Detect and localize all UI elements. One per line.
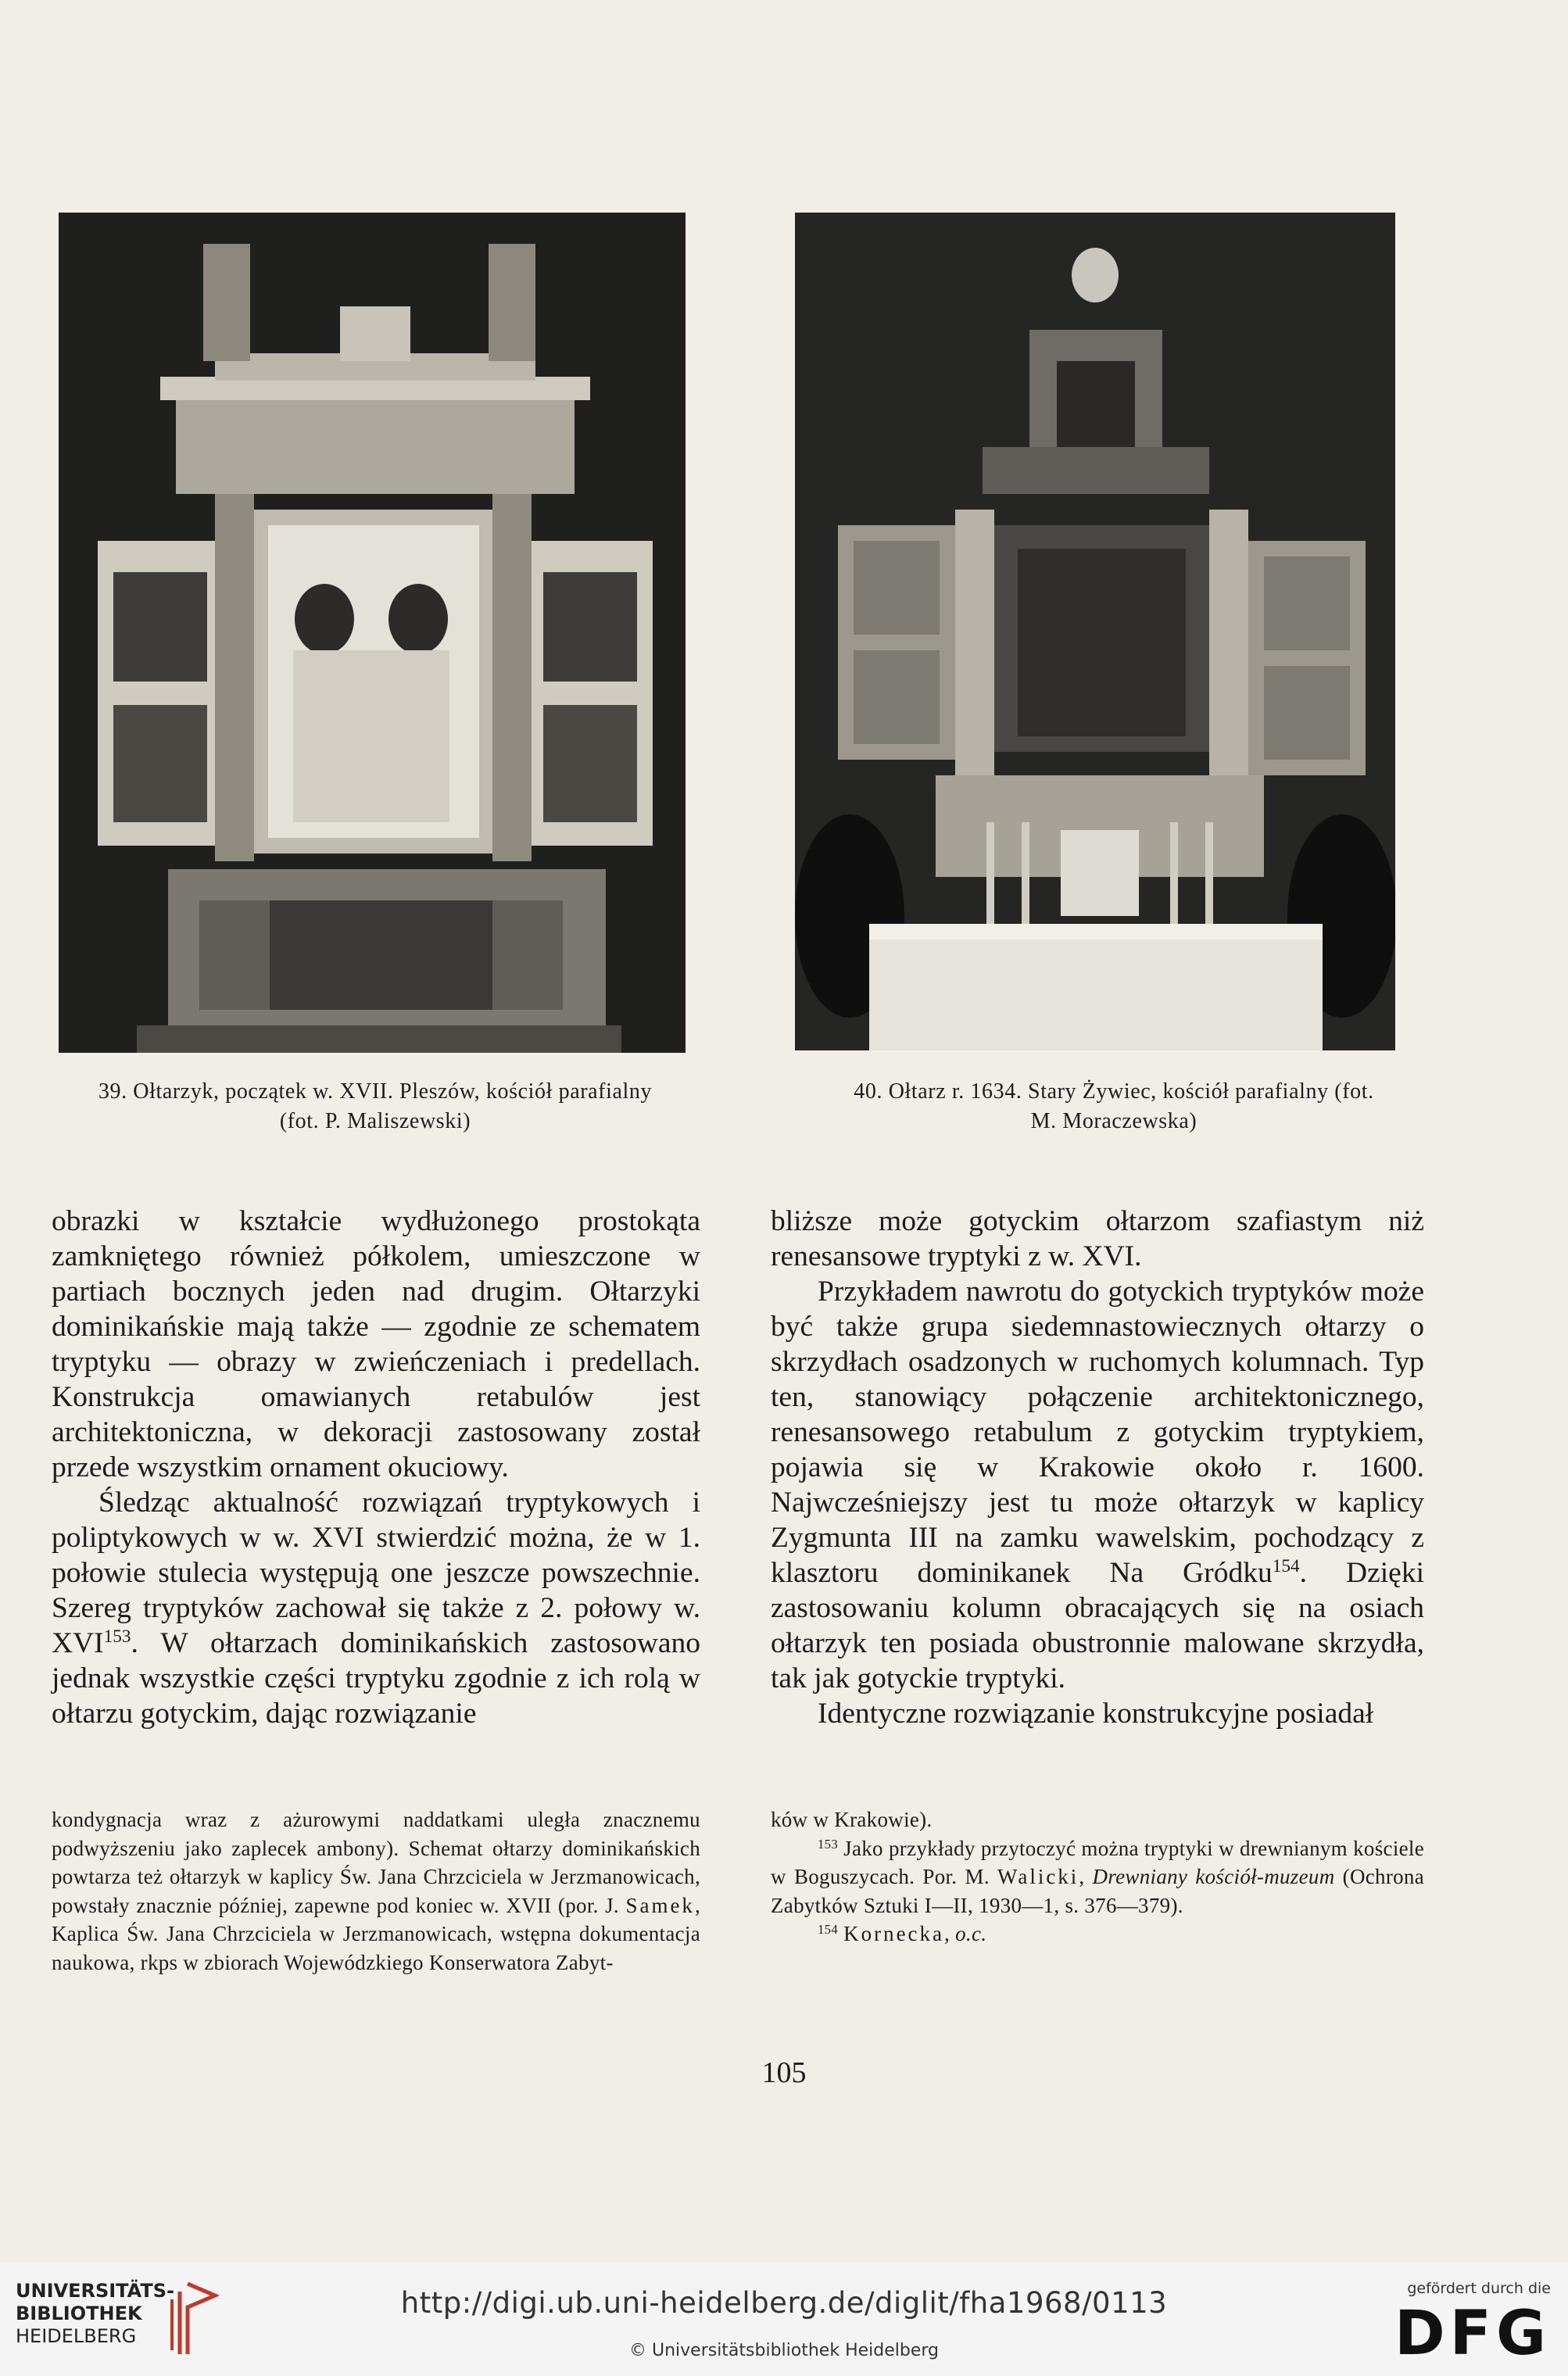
figure-40-caption-line1: 40. Ołtarz r. 1634. Stary Żywiec, kościół parafialny (fot.	[854, 1079, 1374, 1104]
dfg-logo[interactable]: DFG	[1394, 2299, 1551, 2369]
left-paragraph-2-text-b: . W ołtarzach dominikańskich zastosowano jednak wszystkie części tryptyku zgodnie z ich rolą w ołtarzu gotyckim, dając rozwiązanie	[52, 1627, 700, 1730]
altar-triptych-image	[59, 213, 686, 1053]
footnote-153-text-a: Jako przykłady przytoczyć można tryptyki w drewnianym kościele w Boguszycach. Por. M.	[771, 1836, 1424, 1888]
left-paragraph-2-text-a: Śledząc aktualność rozwiązań tryptykowych i poliptykowych w w. XVI stwierdzić można, że w 1. połowie stulecia występują one jeszcze powszechnie. Szereg tryptyków zachował się także z 2. połowy w. XVI	[52, 1487, 700, 1659]
footnote-153-text-b: (Ochrona Zabytków Sztuki I—II, 1930—1, s. 376—379).	[771, 1865, 1425, 1917]
document-url-link[interactable]: http://digi.ub.uni-heidelberg.de/diglit/fha1968/0113	[400, 2286, 1168, 2320]
page-number: 105	[761, 2056, 807, 2089]
footnote-left-author: Samek	[625, 1893, 695, 1917]
figure-39-caption-line1: 39. Ołtarzyk, początek w. XVII. Pleszów, kościół parafialny	[98, 1079, 653, 1104]
copyright-text: © Universitätsbibliothek Heidelberg	[628, 2341, 939, 2360]
footnote-ref-154: 154	[1272, 1556, 1300, 1577]
footnote-153-title: Drewniany kościół-muzeum	[1092, 1865, 1335, 1888]
figure-40-photo	[795, 213, 1395, 1050]
footnote-154-author: Kornecka	[843, 1922, 945, 1945]
figure-39-caption-line2: (fot. P. Maliszewski)	[279, 1109, 471, 1133]
left-paragraph-1: obrazki w kształcie wydłużonego prostokąta zamkniętego również półkolem, umieszczone w partiach bocznych jeden nad drugim. Ołtarzyki dominikańskie mają także — zgodnie ze schematem tryptyku — obrazy w zwieńczeniach i predellach. Konstrukcja omawianych retabulów jest architektoniczna, w dekoracji zastosowany został przede wszystkim ornament okuciowy.	[52, 1205, 700, 1483]
right-text-column	[771, 1204, 1424, 1731]
figure-40-caption-line2: M. Moraczewska)	[1030, 1109, 1197, 1133]
right-paragraph-2	[771, 1274, 1424, 1696]
footnote-left-text-a: kondygnacja wraz z ażurowymi naddatkami uległa znacznemu podwyższeniu jako zaplecek ambony). Schemat ołtarzy dominikańskich powtarza też ołtarzyk w kaplicy Św. Jana Chrzciciela w Jerzmanowicach, powstały znacznie później, zapewne pod koniec w. XVII (por. J.	[52, 1808, 700, 1917]
right-paragraph-1: bliższe może gotyckim ołtarzom szafiastym niż renesansowe tryptyki z w. XVI.	[771, 1205, 1424, 1272]
right-footnotes	[771, 1805, 1424, 1948]
footnote-154-number: 154	[818, 1921, 839, 1937]
footnote-continuation-right: ków w Krakowie).	[771, 1808, 933, 1831]
library-name-line3: HEIDELBERG	[16, 2325, 137, 2347]
footnote-154-rest: , o.c.	[944, 1922, 987, 1945]
footnote-153-number: 153	[818, 1836, 839, 1852]
footnote-ref-153: 153	[103, 1626, 131, 1648]
funding-label: gefördert durch die	[1407, 2280, 1551, 2297]
left-paragraph-2	[52, 1485, 700, 1731]
footnote-154	[771, 1920, 1424, 1948]
figure-39-caption	[47, 1077, 703, 1136]
figure-39-photo	[59, 213, 686, 1053]
library-name-line2: BIBLIOTHEK	[16, 2303, 142, 2324]
left-text-column	[52, 1204, 700, 1731]
left-footnotes	[52, 1805, 700, 1977]
right-paragraph-3: Identyczne rozwiązanie konstrukcyjne posiadał	[818, 1698, 1374, 1730]
viewer-footer	[0, 2263, 1568, 2376]
footnote-153-author: Walicki	[997, 1865, 1079, 1888]
altar-interior-image	[795, 213, 1395, 1050]
library-name-line1: UNIVERSITÄTS-	[16, 2280, 175, 2302]
footnote-continuation-left	[52, 1805, 700, 1977]
figure-40-caption	[770, 1077, 1458, 1136]
right-paragraph-2-text-a: Przykładem nawrotu do gotyckich tryptyków może być także grupa siedemnastowiecznych ołtarzy o skrzydłach osadzonych w ruchomych kolumnach. Typ ten, stanowiący połączenie architektonicznego, renesansowego retabulum z gotyckim tryptykiem, pojawia się w Krakowie około r. 1600. Najwcześniejszy jest tu może ołtarzyk w kaplicy Zygmunta III na zamku wawelskim, pochodzący z klasztoru dominikanek Na Gródku	[771, 1276, 1424, 1589]
footnote-153-comma: ,	[1079, 1865, 1093, 1888]
footnote-153	[771, 1834, 1424, 1920]
right-paragraph-2-text-b: . Dzięki zastosowaniu kolumn obracających się na osiach ołtarzyk ten posiada obustronnie malowane skrzydła, tak jak gotyckie tryptyki.	[771, 1557, 1425, 1694]
footnote-left-text-b: , Kaplica Św. Jana Chrzciciela w Jerzmanowicach, wstępna dokumentacja naukowa, rkps w zbiorach Wojewódzkiego Konserwatora Zabyt-	[52, 1893, 700, 1974]
